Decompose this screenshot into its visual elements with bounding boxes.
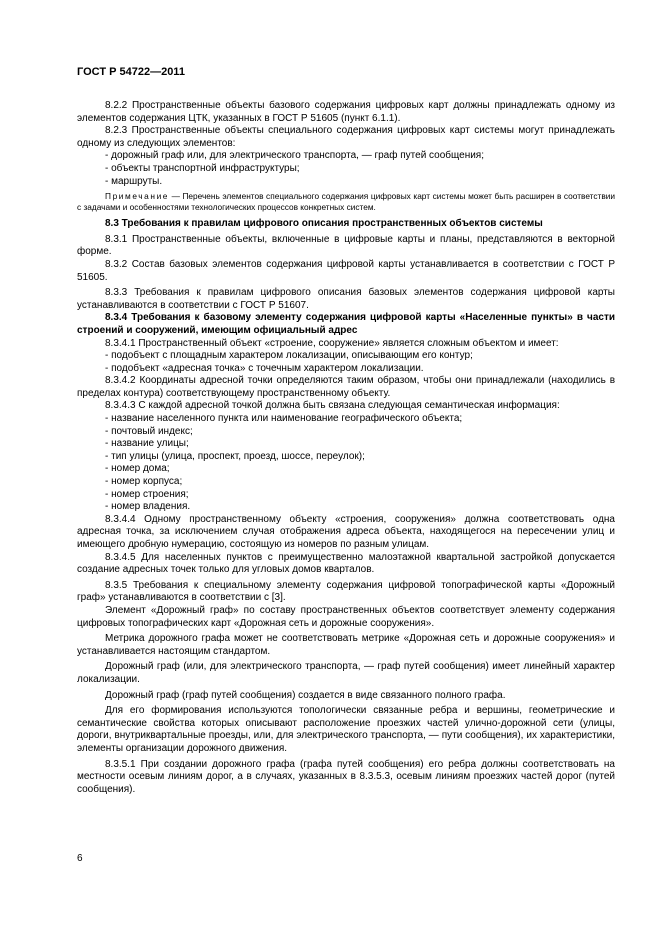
standard-header: ГОСТ Р 54722—2011 bbox=[77, 66, 185, 78]
note-text: — Перечень элементов специального содержания цифровых карт системы может быть расширен в соответствии с задачами и особенностями технологических процессов конкретных систем. bbox=[77, 191, 615, 213]
paragraph-8-3-4-1: 8.3.4.1 Пространственный объект «строение, сооружение» является сложным объектом и имеет: bbox=[105, 337, 559, 349]
paragraph-8-3-5-full-graph: Дорожный граф (граф путей сообщения) создается в виде связанного полного графа. bbox=[105, 689, 506, 701]
paragraph-8-3-3: 8.3.3 Требования к правилам цифрового описания базовых элементов содержания цифровой карты устанавливаются в соответствии с ГОСТ Р 51607. bbox=[77, 287, 615, 311]
list-item: - название улицы; bbox=[105, 438, 189, 450]
list-item: - подобъект «адресная точка» с точечным характером локализации. bbox=[105, 362, 424, 374]
paragraph-8-3-2: 8.3.2 Состав базовых элементов содержания цифровой карты устанавливается в соответствии с ГОСТ Р 51605. bbox=[77, 258, 615, 283]
paragraph-8-2-3: 8.2.3 Пространственные объекты специального содержания цифровых карт системы могут принадлежать одному из следующих элементов: bbox=[77, 125, 615, 149]
paragraph-8-3-5-localization: Дорожный граф (или, для электрического транспорта, — граф путей сообщения) имеет линейный характер локализации. bbox=[77, 661, 615, 685]
paragraph-8-3-5-1: 8.3.5.1 При создании дорожного графа (графа путей сообщения) его ребра должны соответствовать на местности осевым линиям дорог, а в случаях, указанных в 8.3.5.3, осевым линиям проезжих частей дорог (путей сообщения). bbox=[77, 758, 615, 795]
list-item: - дорожный граф или, для электрического транспорта, — граф путей сообщения; bbox=[105, 150, 484, 162]
paragraph-8-3-5-formation: Для его формирования используются топологически связанные ребра и вершины, геометрические и семантические свойства которых описывают расположение проезжих частей улично-дорожной сети (улицы, дороги, внутриквартальные проезды, или, для электрического транспорта, — пути сообщения), их характеристики, элементы организации дорожного движения. bbox=[77, 705, 615, 754]
note bbox=[77, 191, 615, 213]
section-heading-8-3: 8.3 Требования к правилам цифрового описания пространственных объектов системы bbox=[105, 218, 543, 230]
list-item: - подобъект с площадным характером локализации, описывающим его контур; bbox=[105, 350, 473, 362]
paragraph-8-2-2: 8.2.2 Пространственные объекты базового содержания цифровых карт должны принадлежать одному из элементов содержания ЦТК, указанных в ГОСТ Р 51605 (пункт 6.1.1). bbox=[77, 100, 615, 124]
paragraph-8-3-4-2: 8.3.4.2 Координаты адресной точки определяются таким образом, чтобы они принадлежали (находились в пределах контура) соответствующему пространственному объекту. bbox=[77, 375, 615, 399]
list-item: - номер строения; bbox=[105, 488, 189, 500]
paragraph-8-3-1: 8.3.1 Пространственные объекты, включенные в цифровые карты и планы, представляются в векторной форме. bbox=[77, 233, 615, 258]
list-item: - маршруты. bbox=[105, 175, 163, 187]
list-item: - тип улицы (улица, проспект, проезд, шоссе, переулок); bbox=[105, 450, 365, 462]
paragraph-8-3-5-metrics: Метрика дорожного графа может не соответствовать метрике «Дорожная сеть и дорожные сооружения» и устанавливается настоящим стандартом. bbox=[77, 633, 615, 657]
list-item: - объекты транспортной инфраструктуры; bbox=[105, 162, 300, 174]
paragraph-8-3-4-3: 8.3.4.3 С каждой адресной точкой должна быть связана следующая семантическая информация: bbox=[105, 400, 560, 412]
paragraph-8-3-4-5: 8.3.4.5 Для населенных пунктов с преимущественно малоэтажной квартальной застройкой допускается создание адресных точек только для угловых домов кварталов. bbox=[77, 551, 615, 576]
document-body bbox=[77, 100, 615, 796]
list-item: - почтовый индекс; bbox=[105, 425, 193, 437]
paragraph-8-3-5: 8.3.5 Требования к специальному элементу содержания цифровой топографической карты «Дорожный граф» устанавливаются в соответствии с [3]. bbox=[77, 579, 615, 604]
note-label: Примечание bbox=[105, 191, 170, 202]
paragraph-8-3-5-element: Элемент «Дорожный граф» по составу пространственных объектов соответствует элементу содержания цифровых топографических карт «Дорожная сеть и дорожные сооружения». bbox=[77, 604, 615, 629]
list-item: - номер владения. bbox=[105, 501, 191, 513]
section-heading-8-3-4: 8.3.4 Требования к базовому элементу содержания цифровой карты «Населенные пункты» в части строений и сооружений, имеющим официальный адрес bbox=[77, 312, 615, 336]
list-item: - номер корпуса; bbox=[105, 476, 183, 488]
page-number: 6 bbox=[77, 853, 83, 864]
list-item: - название населенного пункта или наименование географического объекта; bbox=[105, 413, 463, 425]
list-item: - номер дома; bbox=[105, 463, 170, 475]
paragraph-8-3-4-4: 8.3.4.4 Одному пространственному объекту «строения, сооружения» должна соответствовать одна адресная точка, за исключением случая отображения адреса объекта, находящегося на пересечении улиц и имеющего дробную нумерацию, состоящую из номеров по разным улицам. bbox=[77, 513, 615, 550]
